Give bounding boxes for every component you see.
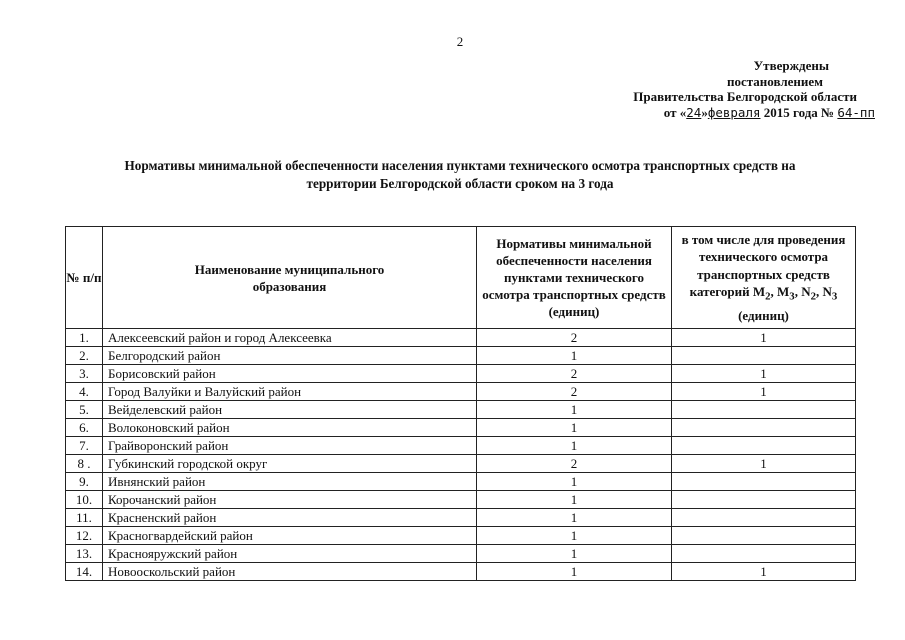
- row-municipality: Борисовский район: [103, 365, 477, 383]
- row-municipality: Красногвардейский район: [103, 527, 477, 545]
- row-norm: 1: [477, 563, 672, 581]
- row-norm: 1: [477, 347, 672, 365]
- header-norms: [477, 227, 672, 329]
- row-municipality: Краснояружский район: [103, 545, 477, 563]
- row-municipality: Вейделевский район: [103, 401, 477, 419]
- row-municipality: Корочанский район: [103, 491, 477, 509]
- row-number: 12.: [66, 527, 103, 545]
- page-number: 2: [456, 34, 464, 49]
- row-category: [672, 545, 856, 563]
- row-number: 7.: [66, 437, 103, 455]
- row-category: [672, 509, 856, 527]
- row-category: 1: [672, 455, 856, 473]
- row-number: 14.: [66, 563, 103, 581]
- row-category: [672, 419, 856, 437]
- row-municipality: Грайворонский район: [103, 437, 477, 455]
- row-municipality: Красненский район: [103, 509, 477, 527]
- row-category: 1: [672, 563, 856, 581]
- table-row: [66, 419, 856, 437]
- row-municipality: Новооскольский район: [103, 563, 477, 581]
- document-title: [40, 157, 880, 193]
- row-norm: 2: [477, 383, 672, 401]
- row-category: 1: [672, 383, 856, 401]
- row-number: 11.: [66, 509, 103, 527]
- table-row: [66, 437, 856, 455]
- row-municipality: Алексеевский район и город Алексеевка: [103, 329, 477, 347]
- row-number: 13.: [66, 545, 103, 563]
- approval-line-resolution: постановлением: [727, 73, 823, 89]
- date-mid: »: [701, 104, 708, 120]
- category-n2: $N_2$: [801, 284, 817, 304]
- document-title-line-1: Нормативы минимальной обеспеченности населения пунктами технического осмотра транспортных средств на: [124, 158, 796, 173]
- row-category: 1: [672, 365, 856, 383]
- table-header-row: [66, 227, 856, 329]
- header-number: № п/п: [66, 227, 103, 329]
- document-title-line-2: территории Белгородской области сроком на 3 года: [306, 176, 614, 191]
- header-municipality: [103, 227, 477, 329]
- row-number: 10.: [66, 491, 103, 509]
- row-norm: 2: [477, 455, 672, 473]
- row-number: 6.: [66, 419, 103, 437]
- row-category: [672, 491, 856, 509]
- header-categories-units: (единиц): [738, 307, 789, 323]
- approval-block: [575, 58, 875, 120]
- row-category: [672, 473, 856, 491]
- date-day: 24: [686, 104, 702, 120]
- row-municipality: Город Валуйки и Валуйский район: [103, 383, 477, 401]
- row-municipality: Губкинский городской округ: [103, 455, 477, 473]
- row-category: [672, 527, 856, 545]
- row-category: [672, 347, 856, 365]
- row-norm: 1: [477, 545, 672, 563]
- row-municipality: Ивнянский район: [103, 473, 477, 491]
- table-row: [66, 383, 856, 401]
- table-row: [66, 365, 856, 383]
- resolution-number: 64-пп: [837, 104, 875, 120]
- row-norm: 1: [477, 491, 672, 509]
- row-category: 1: [672, 329, 856, 347]
- header-categories-prefix: в том числе для проведения технического осмотра транспортных средств категорий: [681, 231, 846, 300]
- row-category: [672, 437, 856, 455]
- header-categories: [672, 227, 856, 329]
- header-norms-text: Нормативы минимальной обеспеченности населения пунктами технического осмотра транспортных средств (единиц): [482, 236, 666, 319]
- table-row: [66, 563, 856, 581]
- table-row: [66, 527, 856, 545]
- table-row: [66, 401, 856, 419]
- table-row: [66, 347, 856, 365]
- row-number: 9.: [66, 473, 103, 491]
- approval-line-government: Правительства Белгородской области: [633, 89, 857, 104]
- row-number: 8 .: [66, 455, 103, 473]
- row-norm: 1: [477, 473, 672, 491]
- table-row: [66, 473, 856, 491]
- table-row: [66, 509, 856, 527]
- row-number: 4.: [66, 383, 103, 401]
- table-row: [66, 491, 856, 509]
- header-municipality-text: Наименование муниципального образования: [194, 261, 385, 294]
- category-m3: $M_3$: [777, 284, 795, 304]
- row-norm: 1: [477, 419, 672, 437]
- row-municipality: Белгородский район: [103, 347, 477, 365]
- norms-table: [65, 226, 856, 581]
- row-municipality: Волоконовский район: [103, 419, 477, 437]
- date-month: февраля: [707, 104, 761, 120]
- row-norm: 1: [477, 509, 672, 527]
- row-norm: 2: [477, 365, 672, 383]
- row-number: 2.: [66, 347, 103, 365]
- table-row: [66, 329, 856, 347]
- row-norm: 1: [477, 527, 672, 545]
- row-norm: 2: [477, 329, 672, 347]
- row-norm: 1: [477, 401, 672, 419]
- approval-line-date: [575, 105, 875, 121]
- row-category: [672, 401, 856, 419]
- approval-line-approved: Утверждены: [753, 58, 829, 73]
- table-row: [66, 455, 856, 473]
- header-categories-text: в том числе для проведения технического осмотра транспортных средств категорий $M_2$, $M_3$, $N_2$, $N_3$ (единиц): [681, 231, 846, 323]
- date-prefix: от «: [663, 104, 687, 120]
- category-n3: $N_3$: [822, 284, 838, 304]
- row-number: 5.: [66, 401, 103, 419]
- category-m2: $M_2$: [752, 284, 771, 304]
- table-row: [66, 545, 856, 563]
- row-norm: 1: [477, 437, 672, 455]
- row-number: 1.: [66, 329, 103, 347]
- row-number: 3.: [66, 365, 103, 383]
- date-year: 2015 года №: [760, 104, 838, 120]
